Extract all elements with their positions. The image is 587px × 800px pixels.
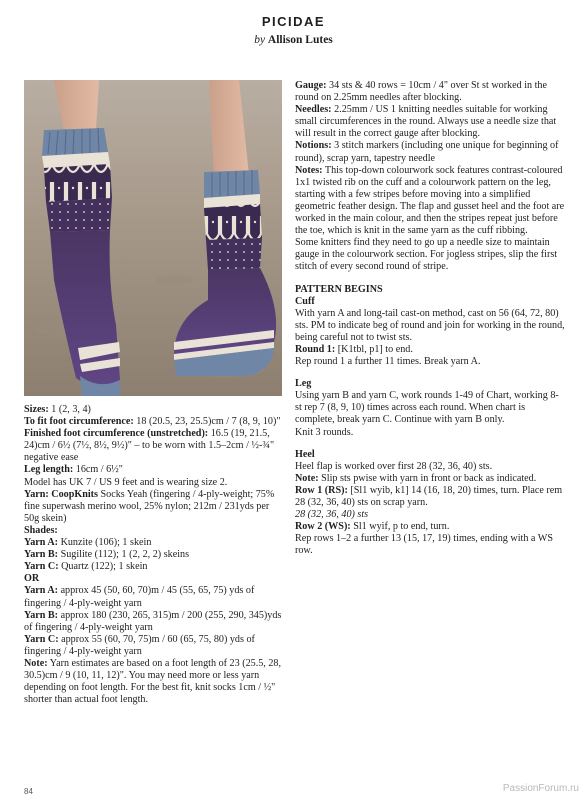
spec-alt-yarn-c: Yarn C: approx 55 (60, 70, 75)m / 60 (65, 75, 80) yds of fingering / 4-ply-weight yarn — [24, 633, 255, 657]
spec-notes: Notes: This top-down colourwork sock features contrast-coloured 1x1 twisted rib on the cuff and a colourwork pattern on the leg, starting with a few stripes before moving into a simplified geometric feather design. The flap and gusset heel and the foot are worked in the main colour, and then the stripes repeat just before the toe, which is knit in the same yarn as the cuff ribbing. — [295, 164, 565, 237]
byline — [0, 34, 587, 46]
sock-photo — [24, 80, 282, 396]
watermark: PassionForum.ru — [502, 783, 579, 794]
cuff-round-1: Round 1: [K1tbl, p1] to end. — [295, 343, 413, 355]
specs-column — [24, 404, 282, 706]
heel-row-2: Row 2 (WS): Sl1 wyif, p to end, turn. — [295, 521, 450, 533]
spec-sizes: Sizes: 1 (2, 3, 4) — [24, 404, 91, 415]
byline-by: by — [254, 34, 266, 46]
spec-finished-circumference: Finished foot circumference (unstretched): 16.5 (19, 21.5, 24)cm / 6½ (7½, 8½, 9½)" – to be worn with 1.5–2cm / ½-¾" negative ease — [24, 428, 275, 464]
spec-foot-circumference: To fit foot circumference: 18 (20.5, 23, 25.5)cm / 7 (8, 9, 10)" — [24, 416, 281, 428]
heel-flap: Heel flap is worked over first 28 (32, 36, 40) sts. — [295, 460, 493, 472]
pattern-heading: PATTERN BEGINS — [295, 283, 383, 295]
spec-shades: Shades: — [24, 524, 58, 536]
spec-yarn-c: Yarn C: Quartz (122); 1 skein — [24, 561, 148, 573]
spec-model-note: Model has UK 7 / US 9 feet and is wearing size 2. — [24, 476, 228, 488]
cuff-repeat: Rep round 1 a further 11 times. Break yarn A. — [295, 356, 481, 368]
spec-leg-length: Leg length: 16cm / 6½" — [24, 464, 123, 476]
author-name: Allison Lutes — [267, 34, 333, 46]
spec-needles: Needles: 2.25mm / US 1 knitting needles suitable for working small circumferences in the round. Always use a needle size that will result in the correct gauge after blocking. — [295, 104, 557, 140]
heel-row-1: Row 1 (RS): [Sl1 wyib, k1] 14 (16, 18, 20) times, turn. Place rem 28 (32, 36, 40) sts on scrap yarn. — [295, 484, 563, 508]
spec-yarn: Yarn: CoopKnits Socks Yeah (fingering / 4-ply-weight; 75% fine superwash merino wool, 25% nylon; 212m / 231yds per 50g skein) — [24, 488, 275, 524]
leg-chart: Using yarn B and yarn C, work rounds 1-49 of Chart, working 8-st rep 7 (8, 9, 10) times across each round. When chart is complete, break yarn C. Continue with yarn B only. — [295, 390, 559, 426]
heel-repeat: Rep rows 1–2 a further 13 (15, 17, 19) times, ending with a WS row. — [295, 533, 553, 557]
leg-heading: Leg — [295, 378, 312, 390]
spec-yarn-note: Note: Yarn estimates are based on a foot length of 23 (25.5, 28, 30.5)cm / 9 (10, 11, 12)". You may need more or less yarn depending on foot length. For the best fit, knit socks 1cm / ½" shorter than actual foot length. — [24, 657, 282, 706]
page-number: 84 — [24, 787, 33, 796]
spec-or: OR — [24, 573, 40, 585]
leg-knit: Knit 3 rounds. — [295, 426, 354, 438]
cuff-heading: Cuff — [295, 295, 315, 307]
spec-alt-yarn-b: Yarn B: approx 180 (230, 265, 315)m / 200 (255, 290, 345)yds of fingering / 4-ply-weight yarn — [24, 609, 282, 633]
page-title: PICIDAE — [261, 14, 326, 29]
spec-yarn-b: Yarn B: Sugilite (112); 1 (2, 2, 2) skeins — [24, 549, 190, 561]
spec-alt-yarn-a: Yarn A: approx 45 (50, 60, 70)m / 45 (55, 65, 75) yds of fingering / 4-ply-weight yarn — [24, 585, 255, 609]
spec-gauge: Gauge: 34 sts & 40 rows = 10cm / 4" over St st worked in the round on 2.25mm needles after blocking. — [295, 80, 547, 104]
spec-notions: Notions: 3 stitch markers (including one unique for beginning of round), scrap yarn, tapestry needle — [295, 140, 559, 164]
instructions-column — [295, 80, 565, 557]
heel-note: Note: Slip sts pwise with yarn in front or back as indicated. — [295, 472, 537, 484]
spec-yarn-a: Yarn A: Kunzite (106); 1 skein — [24, 537, 152, 549]
heel-stitch-count: 28 (32, 36, 40) sts — [295, 509, 369, 521]
cuff-cast-on: With yarn A and long-tail cast-on method, cast on 56 (64, 72, 80) sts. PM to indicate beg of round and join for working in the round, being careful not to twist sts. — [295, 307, 565, 343]
heel-heading: Heel — [295, 448, 315, 460]
spec-notes-extra: Some knitters find they need to go up a needle size to maintain gauge in the colourwork section. For jogless stripes, slip the first stitch of every second round of stripe. — [295, 237, 558, 273]
